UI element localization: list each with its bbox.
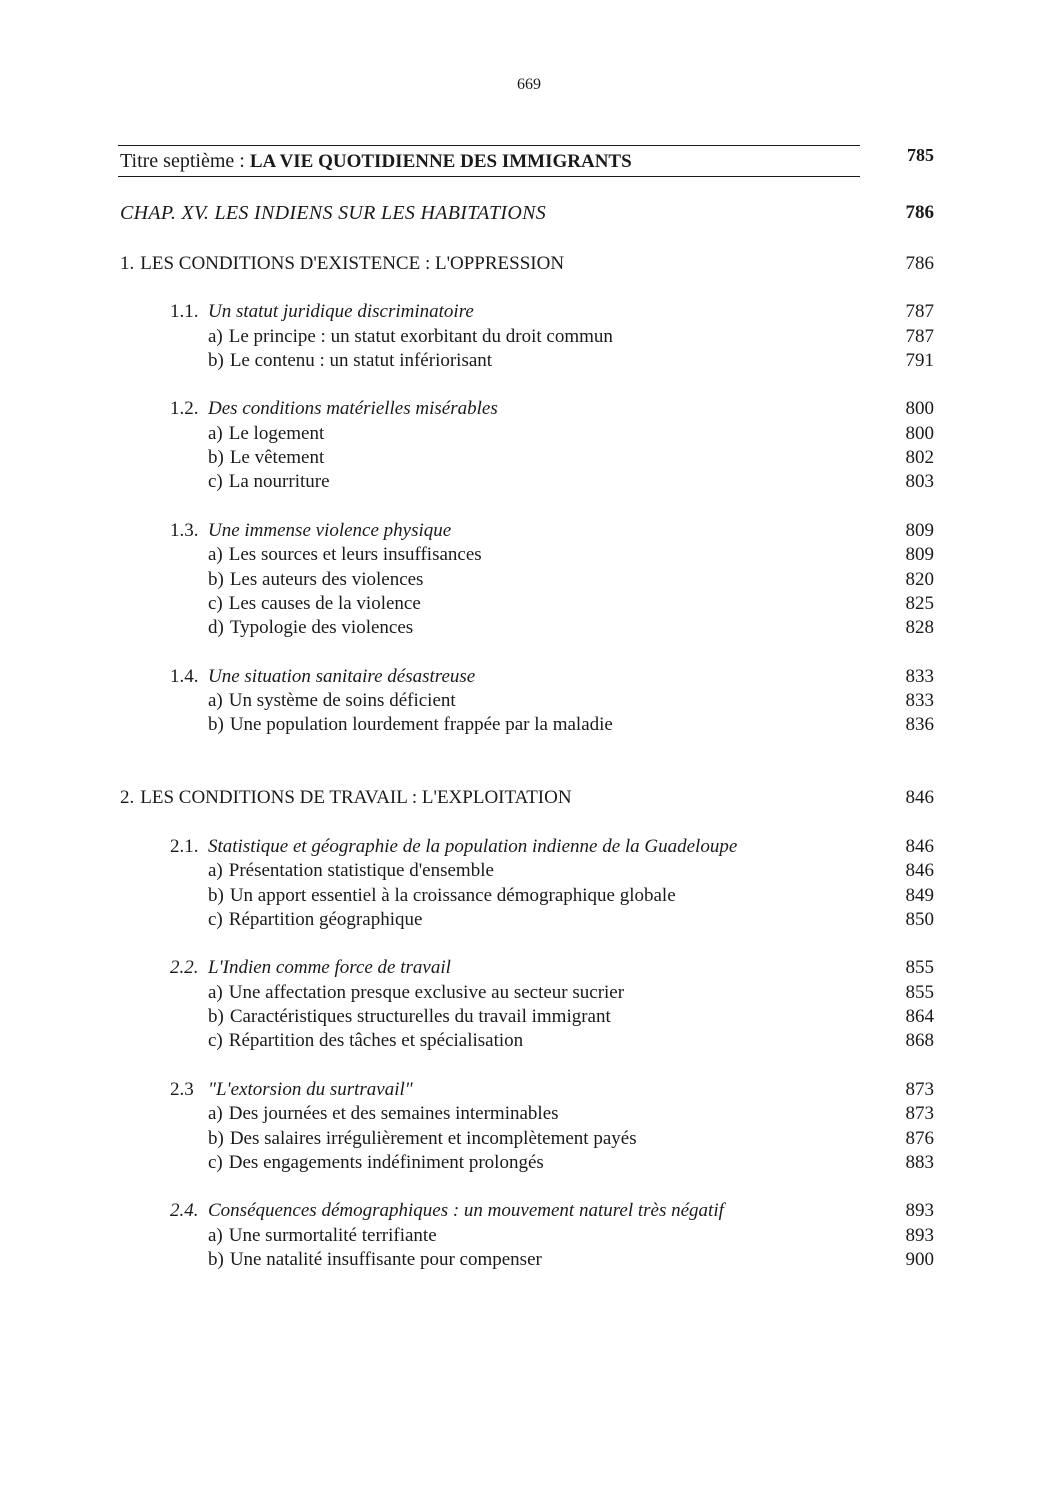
- item-letter: c): [208, 1030, 223, 1051]
- toc-item-row: [120, 713, 934, 737]
- item-letter: a): [208, 1225, 223, 1246]
- title-rule-top: [118, 145, 860, 146]
- subsection-label: Une situation sanitaire désastreuse: [208, 666, 476, 687]
- toc-subsection-row: [120, 519, 934, 543]
- item-label: Un système de soins déficient: [228, 690, 456, 711]
- item-label: Répartition géographique: [228, 909, 423, 930]
- subsection-label: Des conditions matérielles misérables: [208, 398, 498, 419]
- item-page: 850: [905, 909, 934, 930]
- item-letter: b): [208, 447, 224, 468]
- item-page: 893: [905, 1225, 934, 1246]
- toc-item-row: [120, 859, 934, 883]
- subsection-page: 893: [905, 1200, 934, 1221]
- item-label: Les causes de la violence: [228, 593, 421, 614]
- item-label: Le principe : un statut exorbitant du droit commun: [228, 326, 613, 347]
- item-page: 803: [905, 471, 934, 492]
- subsection-number: 1.4.: [170, 666, 199, 687]
- item-page: 836: [905, 714, 934, 735]
- toc-item-row: [120, 981, 934, 1005]
- item-label: Une natalité insuffisante pour compenser: [229, 1249, 542, 1270]
- toc-subsection-row: [120, 1078, 934, 1102]
- toc-subsection-row: [120, 835, 934, 859]
- toc-item-row: [120, 1005, 934, 1029]
- item-page: 883: [905, 1152, 934, 1173]
- toc-item-row: [120, 422, 934, 446]
- item-page: 828: [905, 617, 934, 638]
- item-letter: c): [208, 593, 223, 614]
- subsection-page: 809: [905, 520, 934, 541]
- item-label: Les auteurs des violences: [229, 569, 424, 590]
- item-label: Une affectation presque exclusive au secteur sucrier: [228, 982, 625, 1003]
- item-letter: b): [208, 1006, 224, 1027]
- subsection-page: 846: [905, 836, 934, 857]
- section-number: 1.: [120, 253, 135, 274]
- toc-item-row: [120, 1127, 934, 1151]
- subsection-label: Une immense violence physique: [208, 520, 452, 541]
- toc-item-row: [120, 470, 934, 494]
- subsection-number: 1.1.: [170, 301, 199, 322]
- subsection-page: 855: [905, 957, 934, 978]
- title-page: 785: [907, 145, 934, 165]
- toc-item-row: [120, 1029, 934, 1053]
- subsection-label: Un statut juridique discriminatoire: [208, 301, 474, 322]
- item-letter: a): [208, 544, 223, 565]
- item-label: Le logement: [228, 423, 325, 444]
- subsection-number: 2.4.: [170, 1200, 199, 1221]
- item-letter: b): [208, 714, 224, 735]
- title-text: LA VIE QUOTIDIENNE DES IMMIGRANTS: [249, 151, 632, 172]
- subsection-label: L'Indien comme force de travail: [208, 957, 451, 978]
- item-letter: b): [208, 1128, 224, 1149]
- item-label: Une population lourdement frappée par la maladie: [229, 714, 613, 735]
- item-label: Des salaires irrégulièrement et incomplètement payés: [229, 1128, 637, 1149]
- toc-item-row: [120, 1248, 934, 1272]
- subsection-number: 2.1.: [170, 836, 199, 857]
- section-page: 846: [905, 787, 934, 808]
- item-label: Typologie des violences: [229, 617, 414, 638]
- toc-item-row: [120, 908, 934, 932]
- section-number: 2.: [120, 787, 135, 808]
- toc-item-row: [120, 543, 934, 567]
- subsection-number: 2.3: [170, 1079, 194, 1100]
- item-letter: a): [208, 690, 223, 711]
- item-page: 864: [905, 1006, 934, 1027]
- item-letter: d): [208, 617, 224, 638]
- toc-item-row: [120, 689, 934, 713]
- item-page: 791: [905, 350, 934, 371]
- toc-section-row: [120, 252, 934, 276]
- item-page: 802: [905, 447, 934, 468]
- item-page: 873: [905, 1103, 934, 1124]
- item-page: 787: [905, 326, 934, 347]
- subsection-label: "L'extorsion du surtravail": [208, 1079, 413, 1100]
- title-rule-bottom: [118, 176, 860, 177]
- item-label: La nourriture: [228, 471, 330, 492]
- toc-item-row: [120, 349, 934, 373]
- section-page: 786: [905, 253, 934, 274]
- toc-subsection-row: [120, 1199, 934, 1223]
- item-page: 809: [905, 544, 934, 565]
- subsection-page: 787: [905, 301, 934, 322]
- toc-subsection-row: [120, 300, 934, 324]
- toc-item-row: [120, 325, 934, 349]
- toc-title-row: [120, 145, 934, 174]
- toc-item-row: [120, 1102, 934, 1126]
- item-page: 800: [905, 423, 934, 444]
- toc-item-row: [120, 446, 934, 470]
- item-page: 820: [905, 569, 934, 590]
- item-page: 833: [905, 690, 934, 711]
- item-label: Un apport essentiel à la croissance démographique globale: [229, 885, 676, 906]
- subsection-number: 2.2.: [170, 957, 199, 978]
- item-page: 849: [905, 885, 934, 906]
- toc-title: [120, 148, 632, 175]
- section-label: LES CONDITIONS DE TRAVAIL : L'EXPLOITATION: [140, 787, 572, 808]
- chapter-label: CHAP. XV. LES INDIENS SUR LES HABITATIONS: [120, 202, 547, 224]
- item-letter: b): [208, 885, 224, 906]
- section-label: LES CONDITIONS D'EXISTENCE : L'OPPRESSION: [140, 253, 565, 274]
- item-letter: a): [208, 860, 223, 881]
- toc-subsection-row: [120, 397, 934, 421]
- page-number: 669: [517, 76, 541, 93]
- toc-item-row: [120, 884, 934, 908]
- subsection-number: 1.2.: [170, 398, 199, 419]
- toc-item-row: [120, 568, 934, 592]
- item-page: 900: [905, 1249, 934, 1270]
- item-label: Une surmortalité terrifiante: [228, 1225, 437, 1246]
- item-page: 855: [905, 982, 934, 1003]
- subsection-label: Statistique et géographie de la population indienne de la Guadeloupe: [208, 836, 738, 857]
- toc-subsection-row: [120, 956, 934, 980]
- item-letter: a): [208, 326, 223, 347]
- subsection-label: Conséquences démographiques : un mouvement naturel très négatif: [208, 1200, 724, 1221]
- item-letter: b): [208, 1249, 224, 1270]
- toc-item-row: [120, 616, 934, 640]
- item-letter: a): [208, 982, 223, 1003]
- item-letter: c): [208, 471, 223, 492]
- item-letter: c): [208, 1152, 223, 1173]
- item-page: 846: [905, 860, 934, 881]
- item-label: Des engagements indéfiniment prolongés: [228, 1152, 544, 1173]
- item-page: 825: [905, 593, 934, 614]
- toc-subsection-row: [120, 665, 934, 689]
- subsection-page: 873: [905, 1079, 934, 1100]
- item-letter: c): [208, 909, 223, 930]
- item-label: Des journées et des semaines interminables: [228, 1103, 559, 1124]
- subsection-page: 833: [905, 666, 934, 687]
- item-label: Caractéristiques structurelles du travail immigrant: [229, 1006, 611, 1027]
- item-page: 876: [905, 1128, 934, 1149]
- item-letter: a): [208, 1103, 223, 1124]
- subsection-page: 800: [905, 398, 934, 419]
- title-prefix: Titre septième :: [120, 150, 245, 172]
- item-letter: b): [208, 350, 224, 371]
- subsection-number: 1.3.: [170, 520, 199, 541]
- item-label: Le vêtement: [229, 447, 325, 468]
- item-label: Présentation statistique d'ensemble: [228, 860, 494, 881]
- item-label: Les sources et leurs insuffisances: [228, 544, 482, 565]
- item-label: Le contenu : un statut infériorisant: [229, 350, 493, 371]
- item-letter: b): [208, 569, 224, 590]
- toc-item-row: [120, 1224, 934, 1248]
- toc-item-row: [120, 592, 934, 616]
- toc-item-row: [120, 1151, 934, 1175]
- toc-chapter-row: [120, 201, 934, 225]
- item-label: Répartition des tâches et spécialisation: [228, 1030, 524, 1051]
- chapter-page: 786: [905, 202, 934, 223]
- item-letter: a): [208, 423, 223, 444]
- item-page: 868: [905, 1030, 934, 1051]
- toc-section-row: [120, 786, 934, 810]
